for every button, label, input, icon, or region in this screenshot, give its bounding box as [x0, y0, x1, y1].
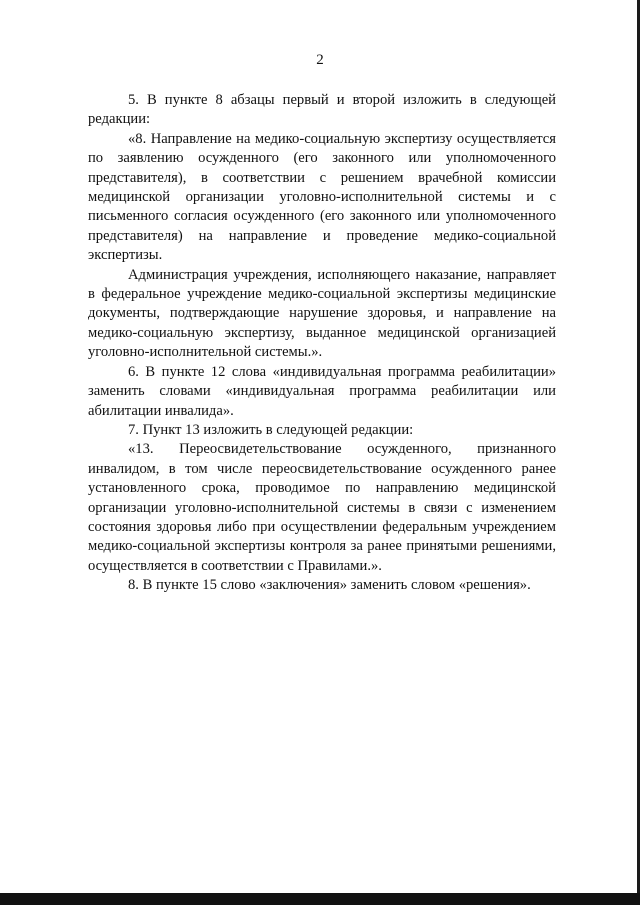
paragraph-administration: Администрация учреждения, исполняющего наказание, направляет в федеральное учреждение медико-социальной экспертизы медицинские документы, подтверждающие нарушение здоровья, и направление на медико-социальную экспертизу, выданное медицинской организацией уголовно-исполнительной системы.». — [88, 266, 556, 361]
document-body — [88, 91, 556, 596]
paragraph-item-5: 5. В пункте 8 абзацы первый и второй изложить в следующей редакции: — [88, 92, 556, 128]
scan-edge-bottom — [0, 893, 640, 905]
paragraph-item-7: 7. Пункт 13 изложить в следующей редакции: — [128, 421, 414, 438]
paragraph-item-8: 8. В пункте 15 слово «заключения» заменить словом «решения». — [128, 577, 531, 594]
paragraph-quoted-item-13: «13. Переосвидетельствование осужденного, признанного инвалидом, в том числе переосвидетельствование осужденного ранее установленного срока, проводимое по направлению медицинской организации уголовно-исполнительной системы в связи с изменением состояния здоровья либо при осуществлении федеральным учреждением медико-социальной экспертизы контроля за ранее принятыми решениями, осуществляется в соответствии с Правилами.». — [88, 441, 556, 574]
paragraph-quoted-item-8: «8. Направление на медико-социальную экспертизу осуществляется по заявлению осужденного (его законного или уполномоченного представителя), в соответствии с решением врачебной комиссии медицинской организации уголовно-исполнительной системы и с письменного согласия осужденного (его законного или уполномоченного представителя) на направление и проведение медико-социальной экспертизы. — [88, 130, 556, 264]
page-number: 2 — [316, 52, 324, 68]
paragraph-item-6: 6. В пункте 12 слова «индивидуальная программа реабилитации» заменить словами «индивидуальная программа реабилитации или абилитации инвалида». — [88, 363, 556, 419]
